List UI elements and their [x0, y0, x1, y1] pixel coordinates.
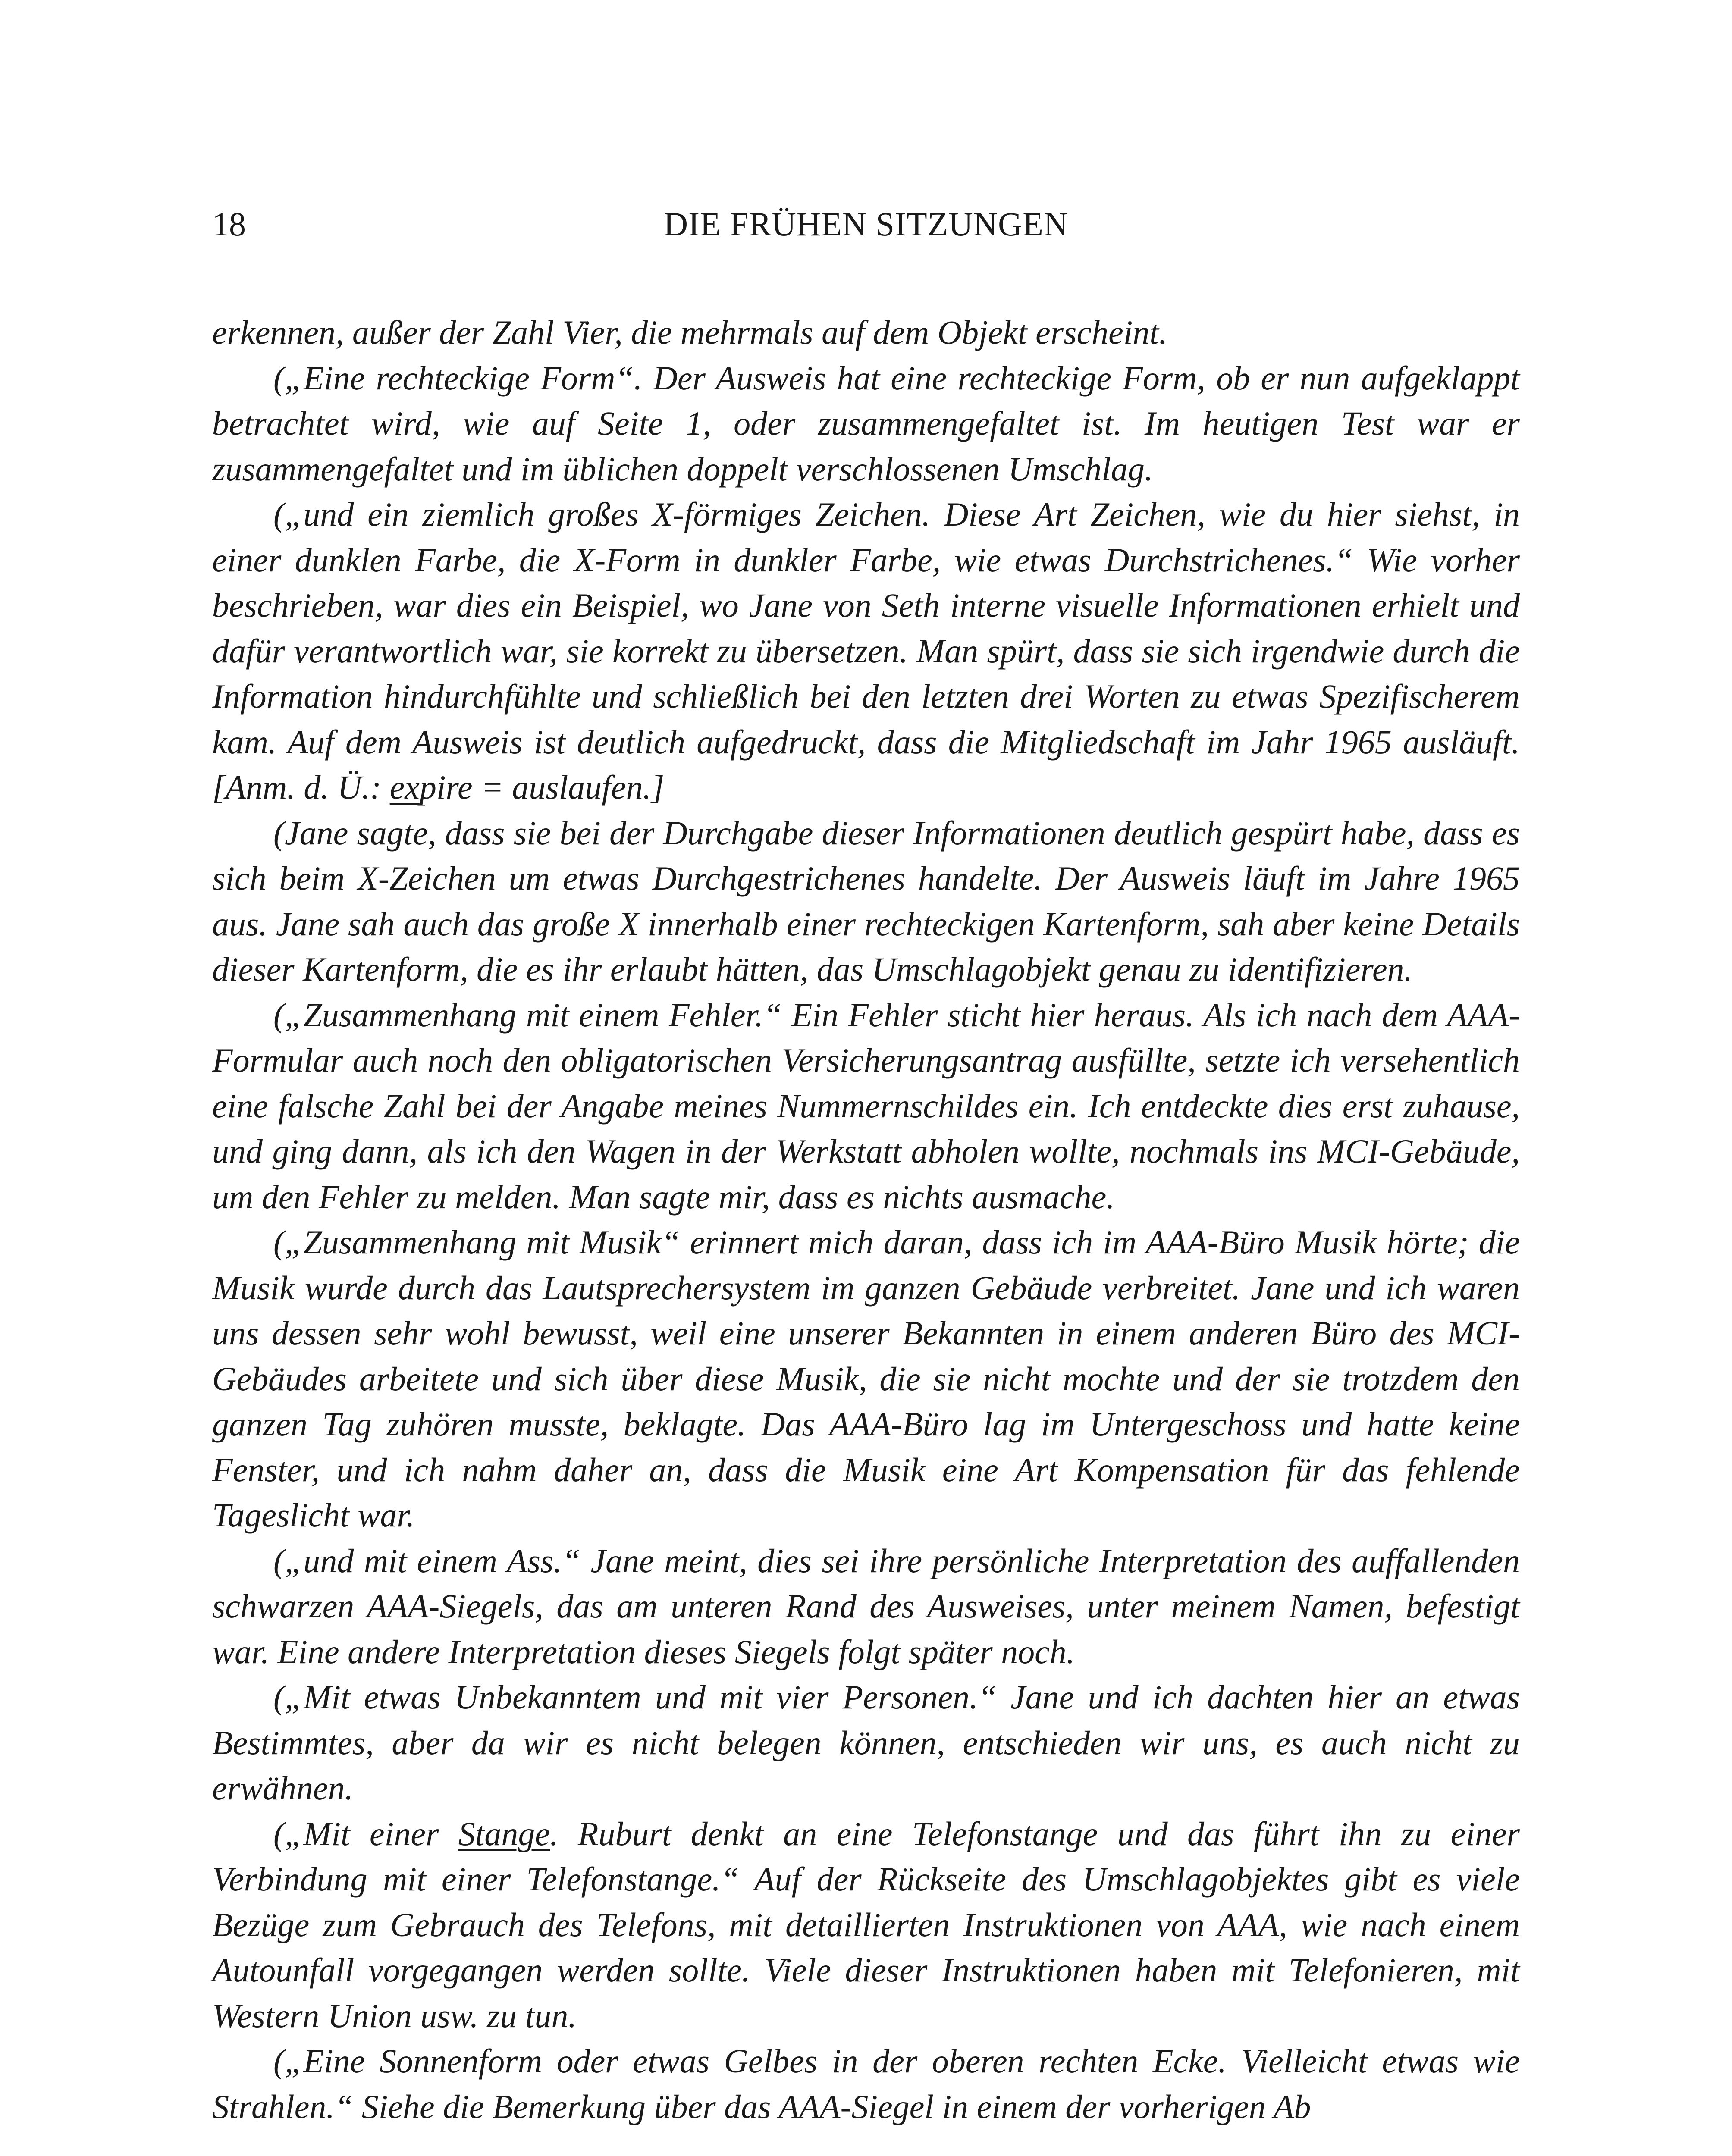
paragraph-text: . Ruburt denkt an eine Telefonstange und das führt ihn zu einer Verbindung mit einer Telefonstange.“ Auf der Rückseite des Umschlagobjektes gibt es viele Bezüge zum Gebrauch des Telefons, mit detaillierten Instruktionen von AAA, wie nach einem Autounfall vorgegangen werden sollte. Viele dieser Instruktionen haben mit Telefonieren, mit Western Union usw. zu tun.: [212, 1814, 1520, 2034]
paragraph-text: („Mit einer: [273, 1814, 458, 1852]
paragraph: [212, 355, 1520, 492]
running-title: DIE FRÜHEN SITZUNGEN: [663, 205, 1069, 243]
paragraph: [212, 1219, 1520, 1538]
paragraph: [212, 810, 1520, 992]
paragraph: [212, 1674, 1520, 1811]
paragraph-text: erkennen, außer der Zahl Vier, die mehrmals auf dem Objekt erscheint.: [212, 313, 1167, 351]
underlined-word: ex: [389, 768, 420, 806]
paragraph-text: („Zusammenhang mit einem Fehler.“ Ein Fehler sticht hier heraus. Als ich nach dem AAA-Formular auch noch den obligatorischen Versicherungsantrag ausfüllte, setzte ich versehentlich eine falsche Zahl bei der Angabe meines Nummernschildes ein. Ich entdeckte dies erst zuhause, und ging dann, als ich den Wagen in der Werkstatt abholen wollte, nochmals ins MCI-Gebäude, um den Fehler zu melden. Man sagte mir, dass es nichts ausmache.: [212, 996, 1520, 1216]
running-header: [212, 203, 1520, 246]
paragraph-text: („und mit einem Ass.“ Jane meint, dies sei ihre persönliche Interpretation des auffallenden schwarzen AAA-Siegels, das am unteren Rand des Ausweises, unter meinem Namen, befestigt war. Eine andere Interpretation dieses Siegels folgt später noch.: [212, 1542, 1520, 1670]
paragraph: [212, 1811, 1520, 2039]
page-number: 18: [212, 205, 246, 243]
paragraph: [212, 2038, 1520, 2129]
paragraph-text: pire = auslaufen.]: [419, 768, 665, 806]
body-text: [212, 310, 1520, 2129]
paragraph-text: („Zusammenhang mit Musik“ erinnert mich daran, dass ich im AAA-Büro Musik hörte; die Musik wurde durch das Lautsprechersystem im ganzen Gebäude verbreitet. Jane und ich waren uns dessen sehr wohl bewusst, weil eine unserer Bekannten in einem anderen Büro des MCI-Gebäudes arbeitete und sich über diese Musik, die sie nicht mochte und der sie trotzdem den ganzen Tag zuhören musste, beklagte. Das AAA-Büro lag im Untergeschoss und hatte keine Fenster, und ich nahm daher an, dass die Musik eine Art Kompensation für das fehlende Tageslicht war.: [212, 1223, 1520, 1534]
paragraph-text: („Mit etwas Unbekanntem und mit vier Personen.“ Jane und ich dachten hier an etwas Bestimmtes, aber da wir es nicht belegen können, entschieden wir uns, es auch nicht zu erwähnen.: [212, 1678, 1520, 1807]
paragraph: [212, 1538, 1520, 1675]
paragraph-text: („und ein ziemlich großes X-förmiges Zeichen. Diese Art Zeichen, wie du hier siehst, in einer dunklen Farbe, die X-Form in dunkler Farbe, wie etwas Durchstrichenes.“ Wie vorher beschrieben, war dies ein Beispiel, wo Jane von Seth interne visuelle Informationen erhielt und dafür verantwortlich war, sie korrekt zu übersetzen. Man spürt, dass sie sich irgendwie durch die Information hindurchfühlte und schließlich bei den letzten drei Worten zu etwas Spezifischerem kam. Auf dem Ausweis ist deutlich aufgedruckt, dass die Mitgliedschaft im Jahr 1965 ausläuft. [Anm. d. Ü.:: [212, 495, 1520, 806]
paragraph-text: („Eine rechteckige Form“. Der Ausweis hat eine rechteckige Form, ob er nun aufgeklappt betrachtet wird, wie auf Seite 1, oder zusammengefaltet ist. Im heutigen Test war er zusammengefaltet und im üblichen doppelt verschlossenen Umschlag.: [212, 359, 1520, 488]
paragraph-text: (Jane sagte, dass sie bei der Durchgabe dieser Informationen deutlich gespürt habe, dass es sich beim X-Zeichen um etwas Durchgestrichenes handelte. Der Ausweis läuft im Jahre 1965 aus. Jane sah auch das große X innerhalb einer rechteckigen Kartenform, sah aber keine Details dieser Kartenform, die es ihr erlaubt hätten, das Umschlagobjekt genau zu identifizieren.: [212, 814, 1520, 988]
paragraph: [212, 992, 1520, 1220]
paragraph-text: („Eine Sonnenform oder etwas Gelbes in der oberen rechten Ecke. Vielleicht etwas wie Strahlen.“ Siehe die Bemerkung über das AAA-Siegel in einem der vorherigen Ab: [212, 2042, 1520, 2125]
underlined-word: Stange: [458, 1814, 550, 1852]
paragraph: [212, 310, 1520, 355]
paragraph: [212, 492, 1520, 810]
